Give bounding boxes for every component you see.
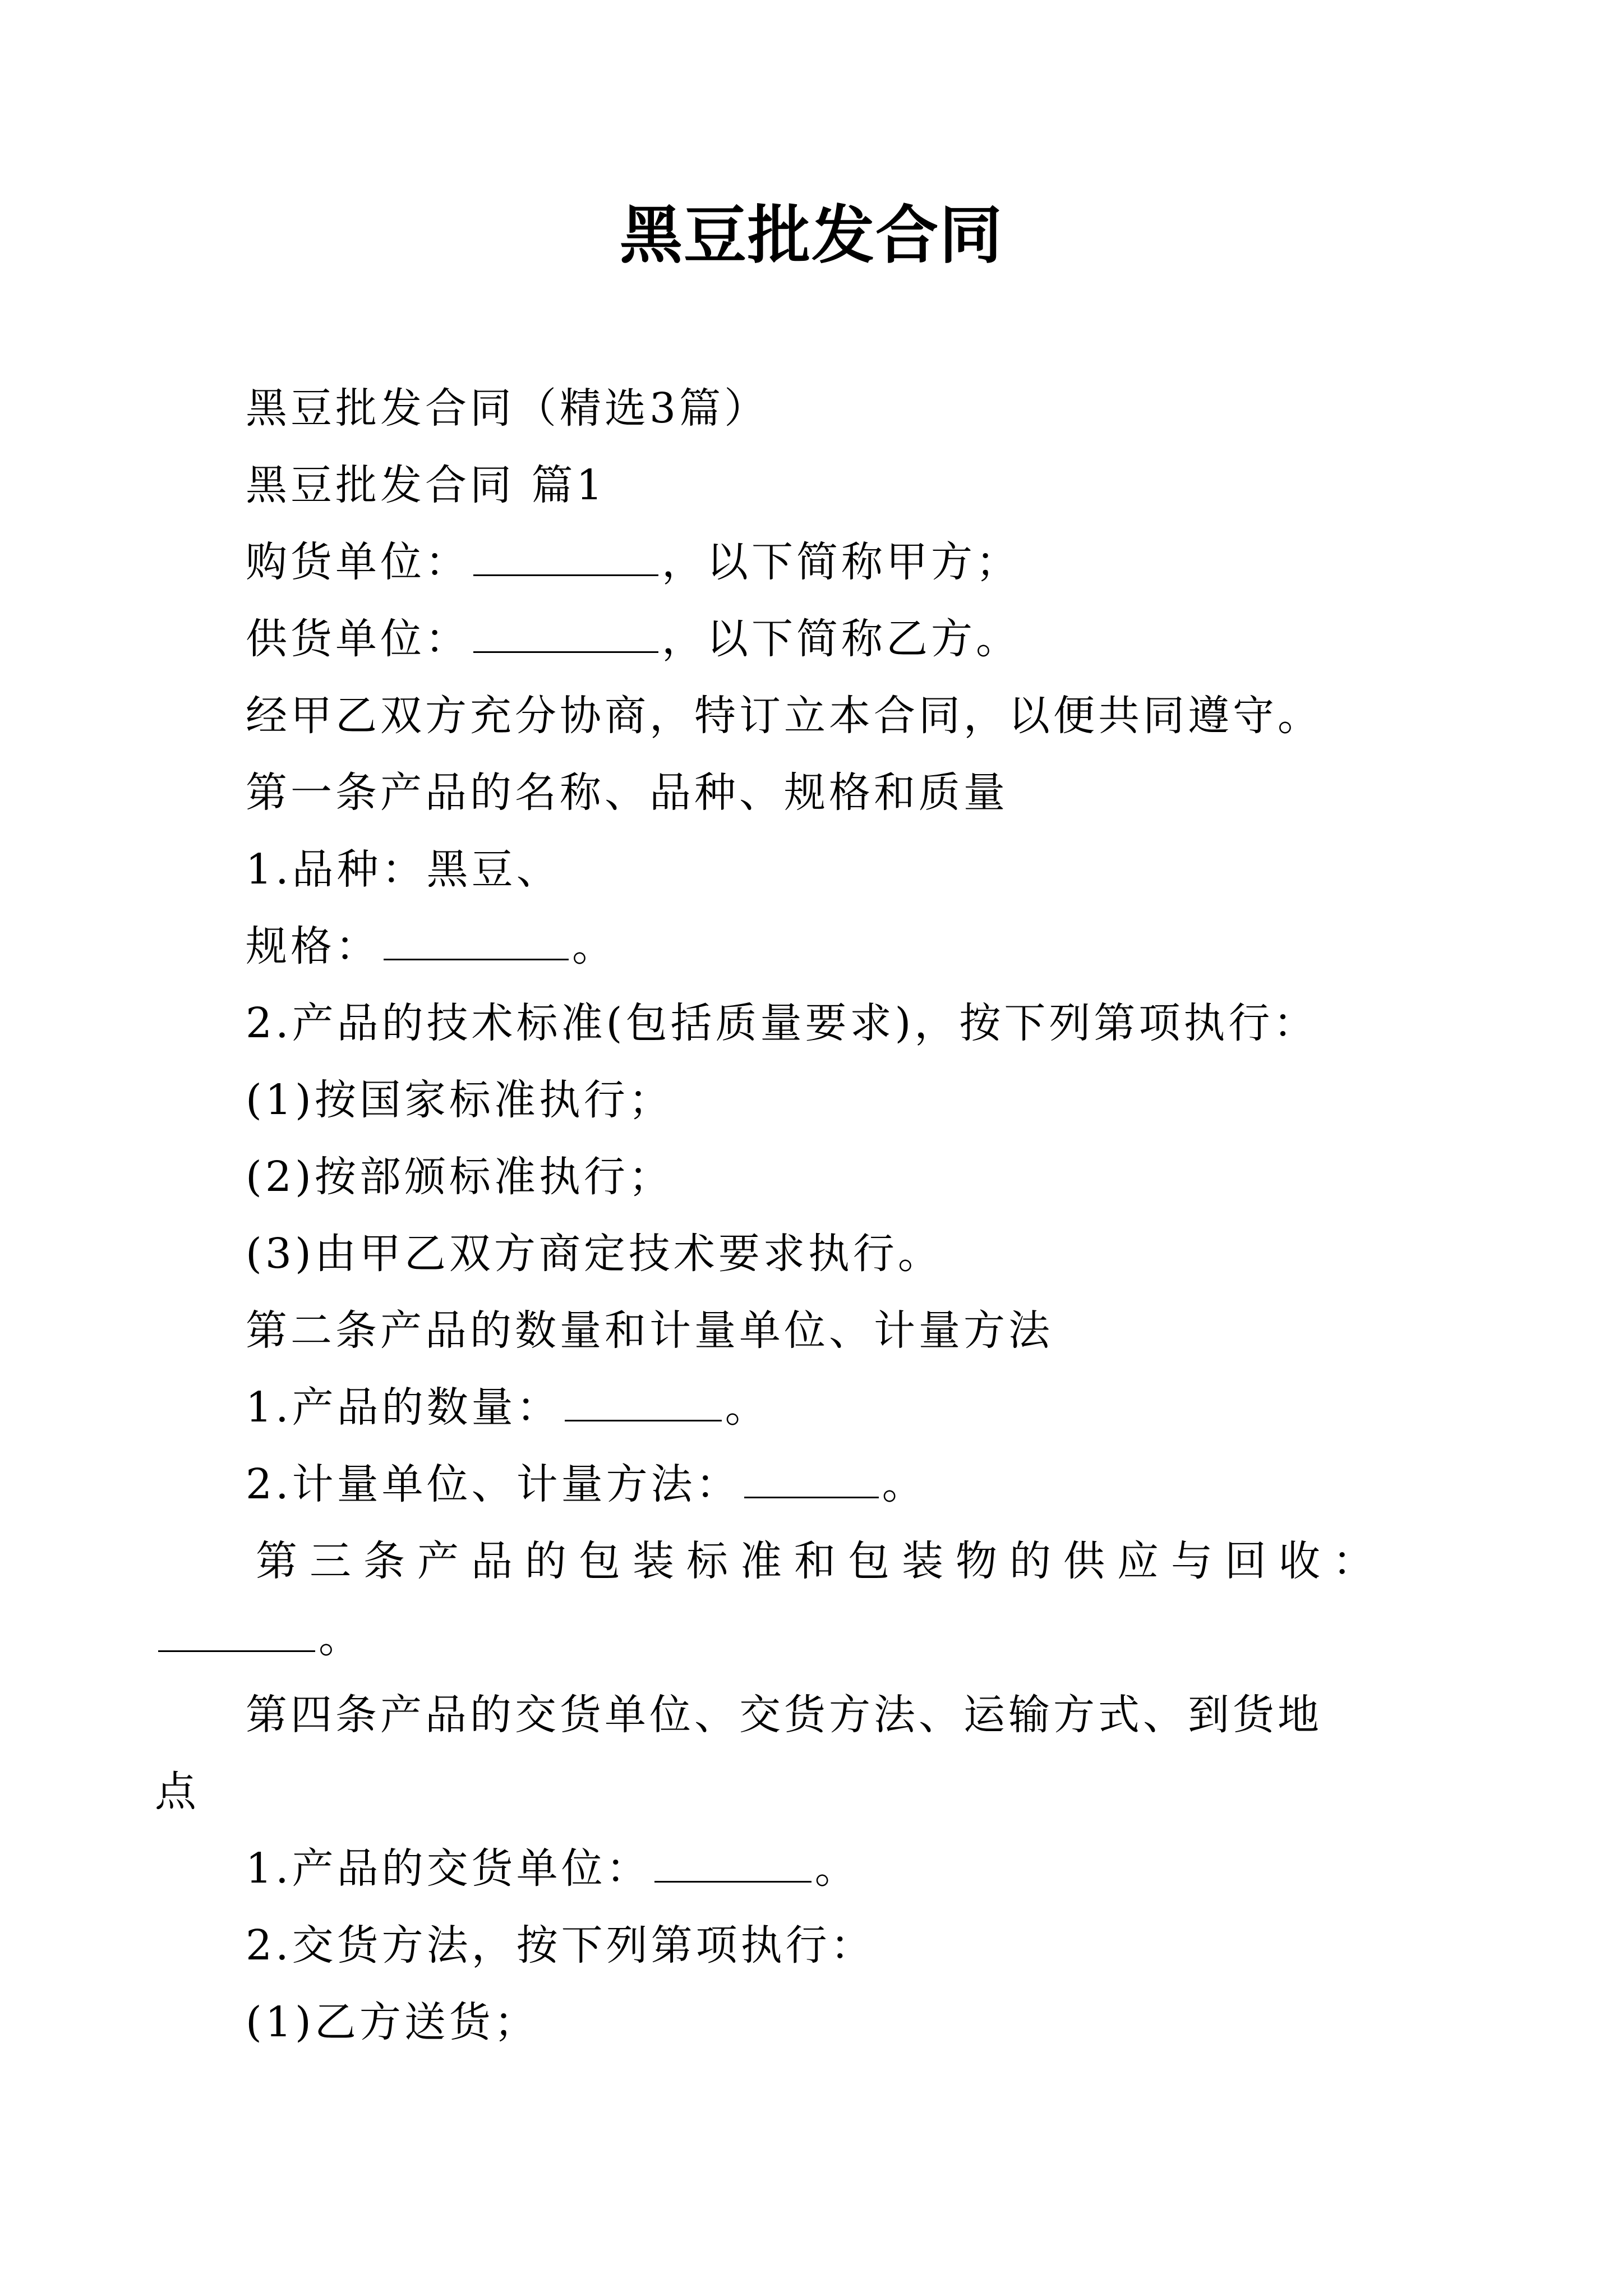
article-2-heading: 第二条产品的数量和计量单位、计量方法 bbox=[246, 1306, 1053, 1355]
spec-blank bbox=[384, 926, 569, 960]
standard-option-1: (1)按国家标准执行； bbox=[246, 1076, 674, 1124]
delivery-unit-blank bbox=[654, 1848, 811, 1883]
quantity-blank bbox=[565, 1387, 722, 1421]
tech-standard-line: 2.产品的技术标准(包括质量要求)，按下列第项执行： bbox=[246, 999, 1318, 1047]
quantity-line bbox=[246, 1369, 1395, 1446]
subtitle-line: 黑豆批发合同（精选3篇） bbox=[246, 384, 769, 432]
document-title: 黑豆批发合同 bbox=[620, 199, 1003, 272]
buyer-suffix: ，以下简称甲方； bbox=[662, 538, 1021, 586]
section-heading: 黑豆批发合同 篇1 bbox=[246, 461, 606, 509]
article-4-heading: 第四条产品的交货单位、交货方法、运输方式、到货地 bbox=[246, 1691, 1322, 1739]
spec-line bbox=[246, 908, 1395, 985]
buyer-line bbox=[246, 524, 1395, 601]
supplier-line bbox=[246, 601, 1395, 678]
article-1-heading: 第一条产品的名称、品种、规格和质量 bbox=[246, 769, 1008, 817]
delivery-unit-line bbox=[246, 1830, 1395, 1907]
quantity-suffix: 。 bbox=[725, 1383, 770, 1432]
packaging-suffix: 。 bbox=[319, 1614, 363, 1662]
supplier-label: 供货单位： bbox=[246, 615, 470, 663]
delivery-option-1: (1)乙方送货； bbox=[246, 1998, 539, 2046]
delivery-unit-suffix: 。 bbox=[814, 1844, 860, 1893]
spec-label: 规格： bbox=[246, 922, 380, 970]
packaging-line bbox=[155, 1600, 1395, 1677]
quantity-label: 1.产品的数量： bbox=[246, 1383, 561, 1432]
standard-option-2: (2)按部颁标准执行； bbox=[246, 1153, 674, 1201]
standard-option-3: (3)由甲乙双方商定技术要求执行。 bbox=[246, 1230, 943, 1278]
supplier-suffix: ，以下简称乙方。 bbox=[662, 615, 1021, 663]
measure-suffix: 。 bbox=[882, 1460, 927, 1508]
agreement-line: 经甲乙双方充分协商，特订立本合同，以便共同遵守。 bbox=[246, 692, 1322, 740]
document-body bbox=[155, 370, 1395, 2061]
buyer-blank bbox=[473, 542, 658, 576]
delivery-method-line: 2.交货方法，按下列第项执行： bbox=[246, 1921, 875, 1970]
supplier-blank bbox=[473, 619, 658, 653]
article-3-heading: 第三条产品的包装标准和包装物的供应与回收： bbox=[256, 1537, 1386, 1585]
packaging-blank bbox=[158, 1618, 315, 1652]
variety-line: 1.品种：黑豆、 bbox=[246, 845, 561, 894]
spec-suffix: 。 bbox=[572, 922, 617, 970]
buyer-label: 购货单位： bbox=[246, 538, 470, 586]
measure-line bbox=[246, 1446, 1395, 1523]
article-4-heading-cont: 点 bbox=[155, 1768, 200, 1816]
measure-label: 2.计量单位、计量方法： bbox=[246, 1460, 741, 1508]
delivery-unit-label: 1.产品的交货单位： bbox=[246, 1844, 651, 1893]
measure-blank bbox=[744, 1464, 879, 1498]
